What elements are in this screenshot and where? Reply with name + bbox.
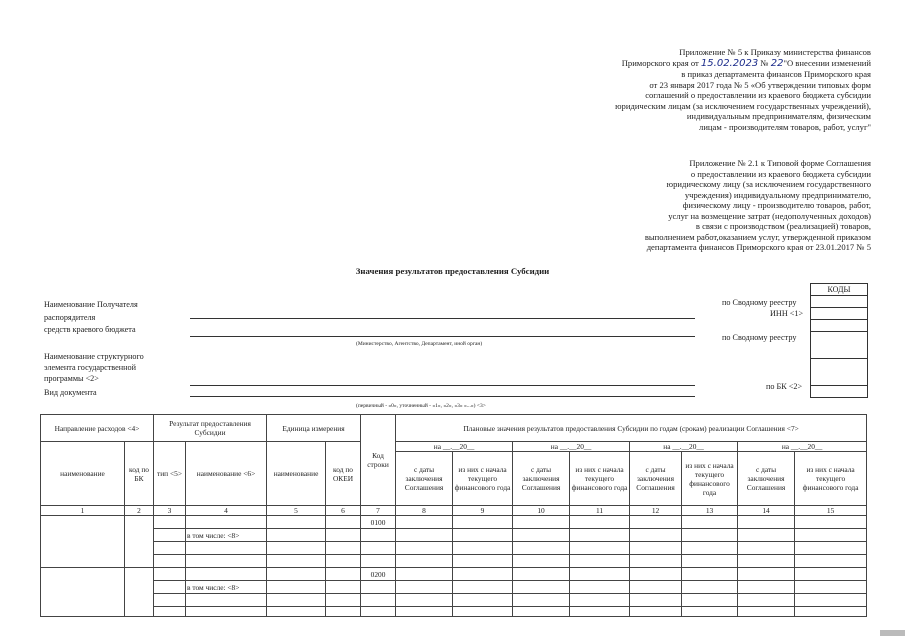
th-year-4: на __.__20__ bbox=[738, 442, 867, 452]
ministry-note: (Министерство, Агентство, Департамент, иной орган) bbox=[356, 341, 483, 347]
th-unit-name: наименование bbox=[267, 442, 326, 506]
header2-line: о предоставлении из краевого бюджета субсидии bbox=[690, 168, 871, 179]
cell[interactable] bbox=[396, 568, 453, 581]
cell[interactable] bbox=[513, 516, 570, 529]
cell[interactable] bbox=[682, 555, 738, 568]
cell[interactable] bbox=[570, 516, 630, 529]
cell[interactable] bbox=[361, 529, 396, 542]
th-code-row: Код строки bbox=[361, 415, 396, 506]
header1-line2 bbox=[615, 58, 871, 70]
cell[interactable] bbox=[396, 529, 453, 542]
header1-line5: соглашений о предоставлении из краевого бюджета субсидии bbox=[645, 90, 871, 100]
header1-line7: индивидуальным предпринимателям, физическим bbox=[686, 111, 871, 121]
handwritten-number: 22 bbox=[770, 57, 784, 69]
cell[interactable] bbox=[154, 555, 186, 568]
table-row bbox=[41, 594, 867, 607]
inn-label: ИНН <1> bbox=[770, 309, 804, 318]
cell[interactable] bbox=[630, 529, 682, 542]
th-direction: Направление расходов <4> bbox=[41, 415, 154, 442]
results-table bbox=[40, 414, 867, 617]
th-from-date: с даты заключения Соглашения bbox=[396, 452, 453, 506]
cell[interactable] bbox=[682, 581, 738, 594]
cell[interactable] bbox=[396, 581, 453, 594]
cell[interactable] bbox=[396, 555, 453, 568]
cell[interactable] bbox=[738, 542, 795, 555]
cell[interactable] bbox=[453, 542, 513, 555]
code-cell-svod1[interactable] bbox=[811, 296, 867, 308]
th-okei: код по ОКЕИ bbox=[326, 442, 361, 506]
header2-line: департамента финансов Приморского края от 23.01.2017 № 5 bbox=[646, 242, 871, 252]
cell[interactable] bbox=[154, 594, 186, 607]
cell[interactable] bbox=[513, 568, 570, 581]
cell[interactable] bbox=[154, 607, 186, 617]
col-num: 5 bbox=[267, 506, 326, 516]
cell[interactable] bbox=[513, 607, 570, 617]
table-row bbox=[41, 568, 867, 581]
header-appendix-2-1 bbox=[645, 158, 871, 253]
recipient-line-1 bbox=[190, 318, 695, 319]
cell[interactable] bbox=[738, 516, 795, 529]
cell[interactable] bbox=[326, 568, 361, 581]
cell-direction-name[interactable] bbox=[41, 568, 125, 617]
code-cell-program[interactable] bbox=[811, 359, 867, 386]
header1-line1: Приложение № 5 к Приказу министерства финансов bbox=[679, 47, 871, 57]
cell[interactable] bbox=[570, 581, 630, 594]
cell[interactable] bbox=[630, 516, 682, 529]
cell[interactable] bbox=[326, 529, 361, 542]
cell-direction-name[interactable] bbox=[41, 516, 125, 568]
column-numbers-row bbox=[41, 506, 867, 516]
table-row bbox=[41, 581, 867, 594]
cell[interactable] bbox=[453, 594, 513, 607]
including-label: в том числе: <8> bbox=[186, 581, 267, 594]
row-code: 0200 bbox=[361, 568, 396, 581]
cell[interactable] bbox=[453, 607, 513, 617]
cell[interactable] bbox=[361, 542, 396, 555]
cell[interactable] bbox=[326, 607, 361, 617]
cell[interactable] bbox=[682, 568, 738, 581]
col-num: 2 bbox=[125, 506, 154, 516]
program-label-1: Наименование структурного bbox=[44, 352, 144, 361]
cell[interactable] bbox=[630, 607, 682, 617]
cell[interactable] bbox=[361, 581, 396, 594]
cell-code-bk[interactable] bbox=[125, 516, 154, 568]
cell[interactable] bbox=[738, 555, 795, 568]
th-from-year: из них с начала текущего финансового года bbox=[682, 452, 738, 506]
cell[interactable] bbox=[738, 607, 795, 617]
cell[interactable] bbox=[682, 542, 738, 555]
cell[interactable] bbox=[267, 568, 326, 581]
cell[interactable] bbox=[154, 542, 186, 555]
cell[interactable] bbox=[453, 529, 513, 542]
row-code: 0100 bbox=[361, 516, 396, 529]
th-from-date: с даты заключения Соглашения bbox=[738, 452, 795, 506]
col-num: 9 bbox=[453, 506, 513, 516]
cell[interactable] bbox=[267, 581, 326, 594]
th-year-3: на __.__20__ bbox=[630, 442, 738, 452]
cell[interactable] bbox=[795, 542, 867, 555]
cell[interactable] bbox=[186, 555, 267, 568]
codes-title: КОДЫ bbox=[811, 284, 867, 296]
bk-label: по БК <2> bbox=[766, 382, 803, 391]
col-num: 13 bbox=[682, 506, 738, 516]
cell[interactable] bbox=[630, 568, 682, 581]
header1-line8: лицам - производителям товаров, работ, услуг" bbox=[699, 121, 871, 132]
cell[interactable] bbox=[326, 516, 361, 529]
including-label: в том числе: <8> bbox=[186, 529, 267, 542]
cell[interactable] bbox=[513, 581, 570, 594]
cell[interactable] bbox=[267, 594, 326, 607]
document-title: Значения результатов предоставления Субсидии bbox=[355, 266, 550, 276]
header2-line: Приложение № 2.1 к Типовой форме Соглашения bbox=[689, 158, 871, 168]
th-year-1: на __.__20__ bbox=[396, 442, 513, 452]
col-num: 4 bbox=[186, 506, 267, 516]
cell[interactable] bbox=[267, 542, 326, 555]
program-label-2: элемента государственной bbox=[44, 363, 136, 372]
col-num: 15 bbox=[795, 506, 867, 516]
th-name: наименование bbox=[41, 442, 125, 506]
recipient-label-2: распорядителя bbox=[44, 313, 96, 322]
cell[interactable] bbox=[795, 516, 867, 529]
doctype-line bbox=[190, 396, 695, 397]
program-line bbox=[190, 385, 695, 386]
cell[interactable] bbox=[267, 516, 326, 529]
cell[interactable] bbox=[795, 607, 867, 617]
cell[interactable] bbox=[513, 542, 570, 555]
header2-line: юридическому лицу (за исключением государственного bbox=[666, 179, 871, 189]
th-from-year: из них с начала текущего финансового года bbox=[570, 452, 630, 506]
table-row bbox=[41, 555, 867, 568]
doctype-label: Вид документа bbox=[44, 388, 97, 397]
cell[interactable] bbox=[570, 568, 630, 581]
col-num: 11 bbox=[570, 506, 630, 516]
cell[interactable] bbox=[396, 607, 453, 617]
cell[interactable] bbox=[453, 516, 513, 529]
cell[interactable] bbox=[738, 529, 795, 542]
header2-line: физическому лицу - производителю товаров, работ, bbox=[682, 200, 871, 210]
header1-line3: в приказ департамента финансов Приморского края bbox=[681, 69, 871, 79]
th-from-year: из них с начала текущего финансового года bbox=[795, 452, 867, 506]
th-plan: Плановые значения результатов предоставления Субсидии по годам (срокам) реализации Соглашения <7> bbox=[396, 415, 867, 442]
cell[interactable] bbox=[795, 594, 867, 607]
header1-line2c: "О внесении изменений bbox=[783, 57, 871, 68]
cell[interactable] bbox=[630, 594, 682, 607]
cell[interactable] bbox=[513, 555, 570, 568]
cell[interactable] bbox=[682, 594, 738, 607]
cell[interactable] bbox=[186, 607, 267, 617]
col-num: 7 bbox=[361, 506, 396, 516]
header2-line: услуг на возмещение затрат (недополученных доходов) bbox=[668, 210, 871, 221]
header2-line: выполнением работ,оказанием услуг, утвержденной приказом bbox=[644, 231, 871, 242]
cell[interactable] bbox=[361, 607, 396, 617]
cell[interactable] bbox=[795, 555, 867, 568]
table-row bbox=[41, 529, 867, 542]
code-cell-blank[interactable] bbox=[811, 320, 867, 332]
cell[interactable] bbox=[738, 594, 795, 607]
code-cell-bk[interactable] bbox=[811, 386, 867, 397]
handwritten-date: 15.02.2023 bbox=[700, 57, 759, 69]
cell[interactable] bbox=[326, 594, 361, 607]
codes-box bbox=[810, 283, 868, 398]
recipient-label-1: Наименование Получателя bbox=[44, 300, 138, 309]
cell[interactable] bbox=[326, 555, 361, 568]
th-code-bk: код по БК bbox=[125, 442, 154, 506]
cell[interactable] bbox=[630, 542, 682, 555]
scan-artifact bbox=[880, 630, 905, 636]
cell[interactable] bbox=[186, 568, 267, 581]
cell[interactable] bbox=[186, 594, 267, 607]
cell[interactable] bbox=[154, 516, 186, 529]
th-unit: Единица измерения bbox=[267, 415, 361, 442]
col-num: 14 bbox=[738, 506, 795, 516]
cell[interactable] bbox=[738, 568, 795, 581]
cell[interactable] bbox=[186, 542, 267, 555]
cell[interactable] bbox=[795, 581, 867, 594]
cell[interactable] bbox=[570, 607, 630, 617]
th-from-date: с даты заключения Соглашения bbox=[630, 452, 682, 506]
cell[interactable] bbox=[570, 555, 630, 568]
cell[interactable] bbox=[361, 594, 396, 607]
cell[interactable] bbox=[396, 516, 453, 529]
code-cell-inn[interactable] bbox=[811, 308, 867, 320]
cell-code-bk[interactable] bbox=[125, 568, 154, 617]
header2-line: учреждения) индивидуальному предпринимателю, bbox=[684, 189, 871, 200]
cell[interactable] bbox=[361, 555, 396, 568]
cell[interactable] bbox=[513, 529, 570, 542]
th-from-date: с даты заключения Соглашения bbox=[513, 452, 570, 506]
cell[interactable] bbox=[570, 594, 630, 607]
th-type: тип <5> bbox=[154, 442, 186, 506]
th-from-year: из них с начала текущего финансового года bbox=[453, 452, 513, 506]
header2-line: в связи с производством (реализацией) товаров, bbox=[695, 221, 871, 231]
cell[interactable] bbox=[154, 581, 186, 594]
header1-line2a: Приморского края от bbox=[621, 57, 699, 68]
th-year-2: на __.__20__ bbox=[513, 442, 630, 452]
cell[interactable] bbox=[738, 581, 795, 594]
col-num: 12 bbox=[630, 506, 682, 516]
cell[interactable] bbox=[396, 542, 453, 555]
col-num: 1 bbox=[41, 506, 125, 516]
program-label-3: программы <2> bbox=[44, 374, 99, 383]
cell[interactable] bbox=[326, 581, 361, 594]
cell[interactable] bbox=[267, 529, 326, 542]
svod-label-1: по Сводному реестру bbox=[722, 298, 797, 307]
cell[interactable] bbox=[570, 529, 630, 542]
col-num: 10 bbox=[513, 506, 570, 516]
header-appendix-5 bbox=[615, 47, 871, 132]
col-num: 8 bbox=[396, 506, 453, 516]
cell[interactable] bbox=[682, 607, 738, 617]
col-num: 3 bbox=[154, 506, 186, 516]
recipient-line-2 bbox=[190, 336, 695, 337]
cell[interactable] bbox=[396, 594, 453, 607]
header1-line6: юридическим лицам (за исключением государственных учреждений), bbox=[615, 100, 871, 111]
cell[interactable] bbox=[326, 542, 361, 555]
cell[interactable] bbox=[453, 581, 513, 594]
svod-label-2: по Сводному реестру bbox=[722, 333, 797, 342]
cell[interactable] bbox=[795, 568, 867, 581]
table-row bbox=[41, 607, 867, 617]
cell[interactable] bbox=[267, 555, 326, 568]
cell[interactable] bbox=[267, 607, 326, 617]
cell[interactable] bbox=[186, 516, 267, 529]
cell[interactable] bbox=[453, 568, 513, 581]
recipient-label-3: средств краевого бюджета bbox=[44, 325, 136, 334]
cell[interactable] bbox=[795, 529, 867, 542]
cell[interactable] bbox=[513, 594, 570, 607]
cell[interactable] bbox=[453, 555, 513, 568]
code-cell-svod2[interactable] bbox=[811, 332, 867, 359]
table-row bbox=[41, 542, 867, 555]
cell[interactable] bbox=[570, 542, 630, 555]
th-name6: наименование <6> bbox=[186, 442, 267, 506]
th-result: Результат предоставления Субсидии bbox=[154, 415, 267, 442]
cell[interactable] bbox=[682, 516, 738, 529]
cell[interactable] bbox=[154, 568, 186, 581]
doctype-note: (первичный - «0», уточненный - «1», «2», «3» «...») <3> bbox=[356, 403, 486, 409]
cell[interactable] bbox=[630, 555, 682, 568]
col-num: 6 bbox=[326, 506, 361, 516]
header1-line2b: № bbox=[760, 57, 769, 68]
table-row bbox=[41, 516, 867, 529]
cell[interactable] bbox=[630, 581, 682, 594]
header1-line4: от 23 января 2017 года № 5 «Об утверждении типовых форм bbox=[649, 79, 871, 90]
cell[interactable] bbox=[682, 529, 738, 542]
cell[interactable] bbox=[154, 529, 186, 542]
